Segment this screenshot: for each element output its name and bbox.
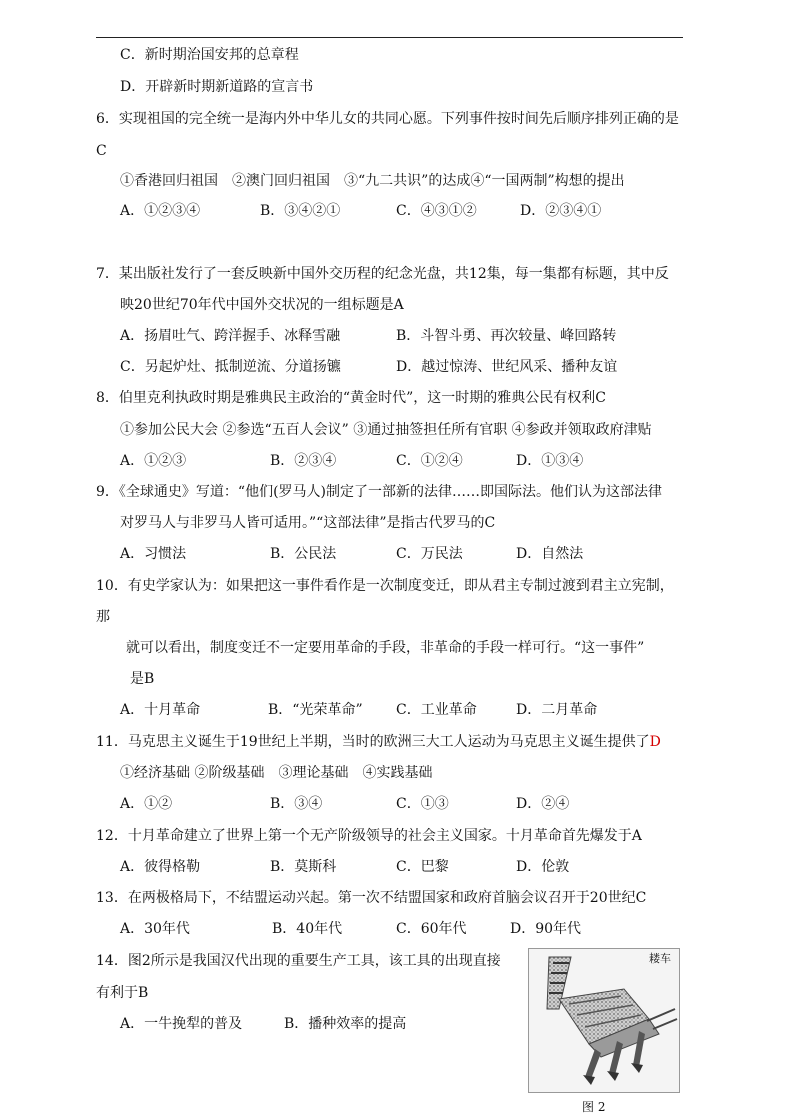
q13-stem: 13．在两极格局下，不结盟运动兴起。第一次不结盟国家和政府首脑会议召开于20世纪C <box>96 890 647 906</box>
q6-items: ①香港回归祖国 ②澳门回归祖国 ③“九二共识”的达成④“一国两制”构想的提出 <box>120 173 625 189</box>
q7-option-d: D．越过惊涛、世纪风采、播种友谊 <box>396 359 618 375</box>
q9-stem-line1: 9．《全球通史》写道：“他们(罗马人)制定了一部新的法律……即国际法。他们认为这部法律 <box>96 484 662 500</box>
q8-option-d: D．①③④ <box>516 453 584 469</box>
q6-option-d: D．②③④① <box>520 203 602 219</box>
q7-stem-line1: 7．某出版社发行了一套反映新中国外交历程的纪念光盘，共12集，每一集都有标题，其中反 <box>96 266 669 282</box>
q14-option-b: B．播种效率的提高 <box>284 1016 407 1032</box>
q8-option-b: B．②③④ <box>270 453 337 469</box>
q12-option-d: D．伦敦 <box>516 859 570 875</box>
q6-option-c: C．④③①② <box>396 203 477 219</box>
q8-items: ①参加公民大会 ②参选“五百人会议” ③通过抽签担任所有官职 ④参政并领取政府津贴 <box>120 422 652 438</box>
header-rule <box>96 37 683 38</box>
q11-option-c: C．①③ <box>396 796 449 812</box>
q14-stem-line1: 14．图2所示是我国汉代出现的重要生产工具，该工具的出现直接 <box>96 953 501 969</box>
q11-items: ①经济基础 ②阶级基础 ③理论基础 ④实践基础 <box>120 765 433 781</box>
q9-stem-line2: 对罗马人与非罗马人皆可适用。”“这部法律”是指古代罗马的C <box>120 515 496 531</box>
q9-option-b: B．公民法 <box>270 546 337 562</box>
figure-caption: 图 2 <box>582 1100 606 1114</box>
q10-option-b: B．“光荣革命” <box>268 702 363 718</box>
q12-option-c: C．巴黎 <box>396 859 449 875</box>
q11-stem <box>96 733 661 751</box>
q7-option-a: A．扬眉吐气、跨洋握手、冰释雪融 <box>120 328 341 344</box>
q6-stem: 6．实现祖国的完全统一是海内外中华儿女的共同心愿。下列事件按时间先后顺序排列正确的是 <box>96 111 679 127</box>
q12-option-b: B．莫斯科 <box>270 859 337 875</box>
q10-option-c: C．工业革命 <box>396 702 477 718</box>
q11-option-b: B．③④ <box>270 796 323 812</box>
q13-option-a: A．30年代 <box>120 921 190 937</box>
q8-option-c: C．①②④ <box>396 453 463 469</box>
q12-stem: 12．十月革命建立了世界上第一个无产阶级领导的社会主义国家。十月革命首先爆发于A <box>96 828 642 844</box>
q7-option-b: B．斗智斗勇、再次较量、峰回路转 <box>396 328 617 344</box>
q6-answer: C <box>96 143 107 159</box>
q7-stem-line2: 映20世纪70年代中国外交状况的一组标题是A <box>120 297 404 313</box>
q6-option-b: B．③④②① <box>260 203 341 219</box>
q9-option-c: C．万民法 <box>396 546 463 562</box>
q9-option-d: D．自然法 <box>516 546 584 562</box>
q11-answer: D <box>649 734 661 750</box>
q12-option-a: A．彼得格勒 <box>120 859 201 875</box>
q5-option-d: D．开辟新时期新道路的宣言书 <box>120 79 314 95</box>
q14-stem-line2: 有利于B <box>96 985 149 1001</box>
q7-option-c: C．另起炉灶、抵制逆流、分道扬镳 <box>120 359 341 375</box>
q10-stem-line3: 就可以看出，制度变迁不一定要用革命的手段，非革命的手段一样可行。“这一事件” <box>126 640 645 656</box>
q6-option-a: A．①②③④ <box>120 203 201 219</box>
q10-option-d: D．二月革命 <box>516 702 598 718</box>
figure-label: 耧车 <box>649 952 671 965</box>
q13-option-b: B．40年代 <box>272 921 343 937</box>
q11-option-d: D．②④ <box>516 796 570 812</box>
q9-option-a: A．习惯法 <box>120 546 187 562</box>
figure-seed-drill <box>528 948 680 1093</box>
q8-option-a: A．①②③ <box>120 453 187 469</box>
seed-drill-illustration <box>529 949 679 1092</box>
q14-option-a: A．一牛挽犁的普及 <box>120 1016 243 1032</box>
q11-option-a: A．①② <box>120 796 173 812</box>
q13-option-d: D．90年代 <box>510 921 582 937</box>
q10-stem-line4: 是B <box>130 671 155 687</box>
q13-option-c: C．60年代 <box>396 921 467 937</box>
q10-stem-line2: 那 <box>96 609 110 625</box>
q10-option-a: A．十月革命 <box>120 702 201 718</box>
q8-stem: 8．伯里克利执政时期是雅典民主政治的“黄金时代”，这一时期的雅典公民有权利C <box>96 390 606 406</box>
q5-option-c: C．新时期治国安邦的总章程 <box>120 47 299 63</box>
q11-stem-text: 11．马克思主义诞生于19世纪上半期，当时的欧洲三大工人运动为马克思主义诞生提供了 <box>96 734 650 750</box>
q10-stem-line1: 10．有史学家认为：如果把这一事件看作是一次制度变迁，即从君主专制过渡到君主立宪制， <box>96 578 674 594</box>
